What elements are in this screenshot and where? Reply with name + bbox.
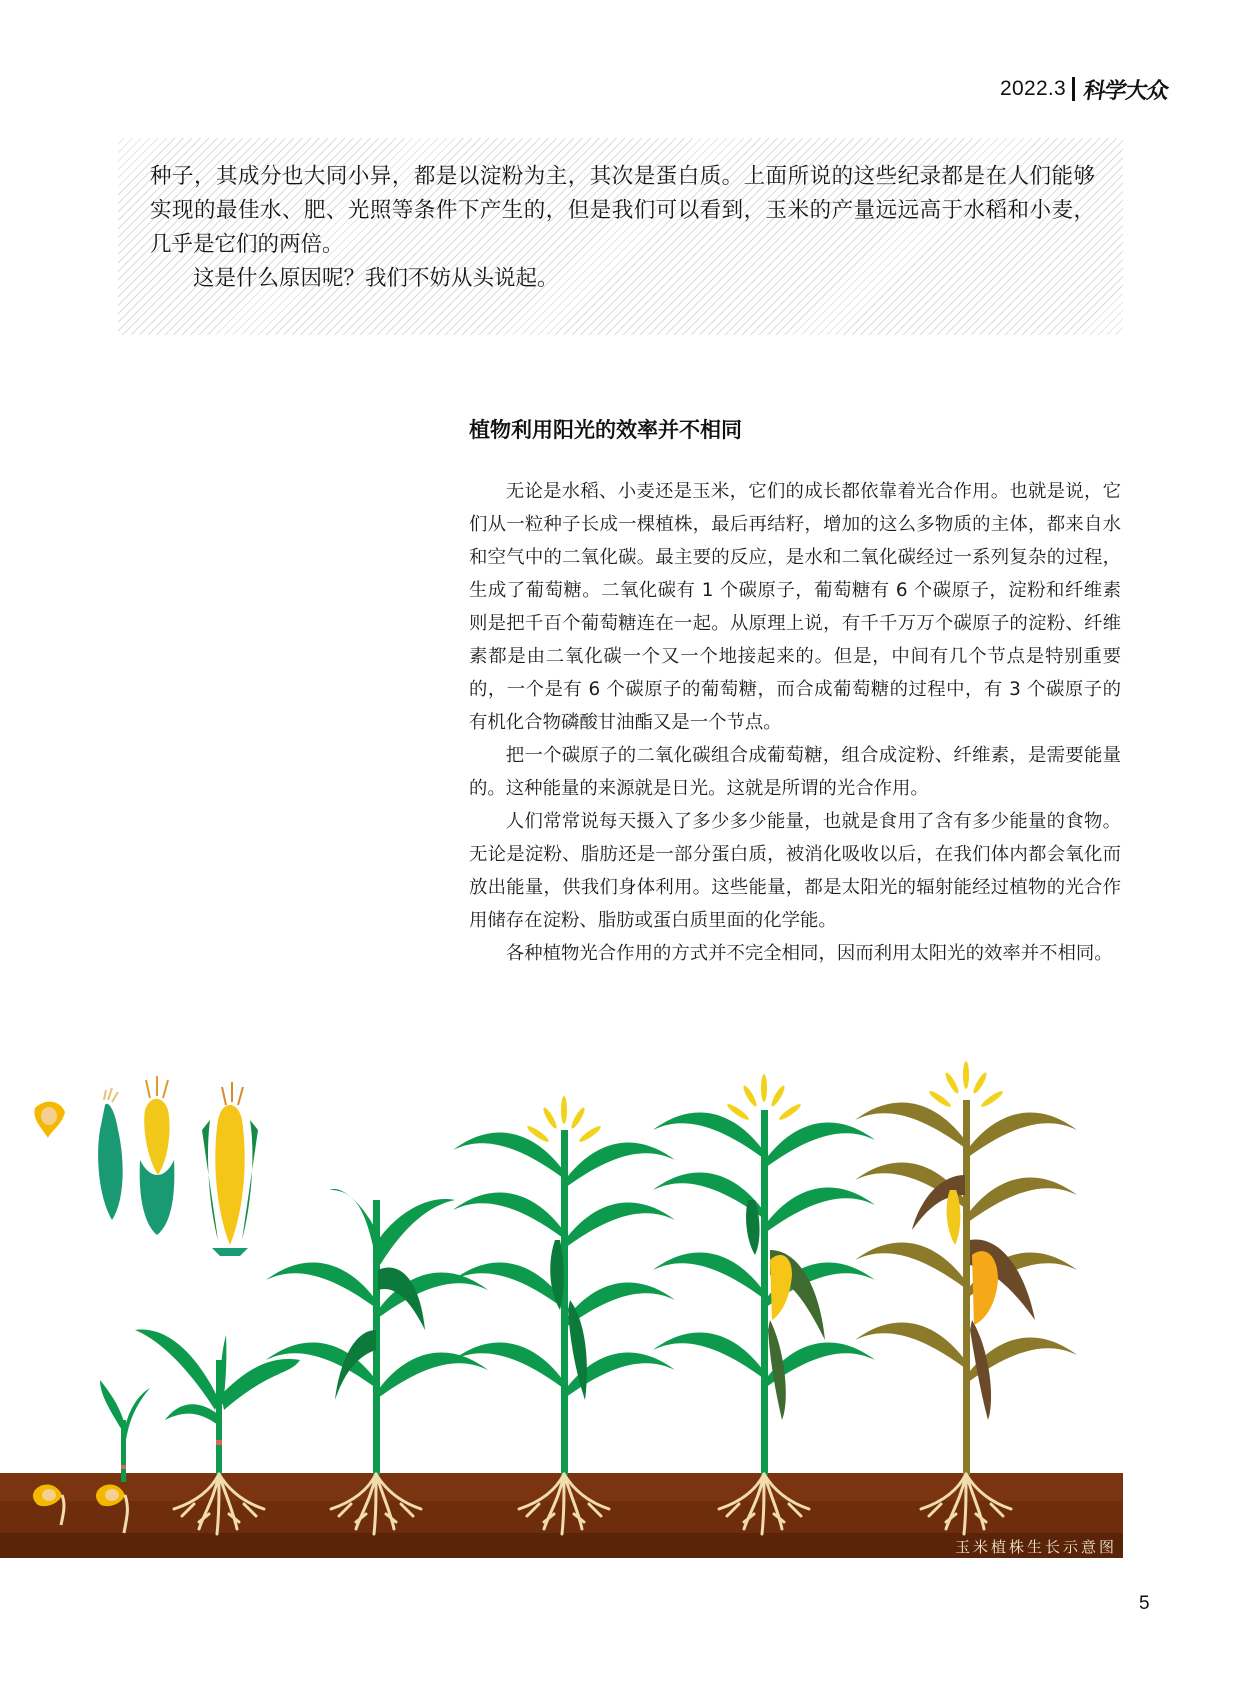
- corn-growth-diagram: [0, 1040, 1240, 1560]
- body-paragraph: 各种植物光合作用的方式并不完全相同，因而利用太阳光的效率并不相同。: [505, 943, 1113, 964]
- header-divider: [1072, 77, 1075, 101]
- article-section: [469, 413, 1121, 970]
- body-paragraph: 把一个碳原子的二氧化碳组合成葡萄糖，组合成淀粉、纤维素，是需要能量的。这种能量的来源就是日光。这就是所谓的光合作用。: [469, 745, 1121, 799]
- mature-plant: [855, 1061, 1077, 1534]
- page-number: 5: [1139, 1593, 1150, 1614]
- ear-forming-plant: [653, 1074, 875, 1534]
- tasseling-plant: [453, 1096, 675, 1534]
- husked-ear-icon: [98, 1088, 123, 1220]
- section-heading: 植物利用阳光的效率并不相同: [469, 418, 742, 442]
- seedling-plant: [100, 1380, 150, 1482]
- intro-text: [150, 160, 1095, 296]
- open-husk-ear-icon: [202, 1082, 258, 1256]
- figure-caption: 玉米植株生长示意图: [955, 1538, 1118, 1556]
- intro-textbox: [118, 138, 1123, 335]
- magazine-logo: 科学大众: [1081, 77, 1170, 104]
- body-paragraph: 无论是水稻、小麦还是玉米，它们的成长都依靠着光合作用。也就是说，它们从一粒种子长成一棵植株，最后再结籽，增加的这么多物质的主体，都来自水和空气中的二氧化碳。最主要的反应，是水和二氧化碳经过一系列复杂的过程，生成了葡萄糖。二氧化碳有 1 个碳原子，葡萄糖有 6 个碳原子，淀粉和纤维素则是把千百个葡萄糖连在一起。从原理上说，有千千万万个碳原子的淀粉、纤维素都是由二氧化碳一个又一个地接起来的。但是，中间有几个节点是特别重要的，一个是有 6 个碳原子的葡萄糖，而合成葡萄糖的过程中，有 3 个碳原子的有机化合物磷酸甘油酯又是一个节点。: [469, 481, 1121, 733]
- partly-husked-ear-icon: [140, 1076, 175, 1235]
- intro-paragraph: 这是什么原因呢？我们不妨从头说起。: [193, 266, 559, 291]
- intro-paragraph: 种子，其成分也大同小异，都是以淀粉为主，其次是蛋白质。上面所说的这些纪录都是在人们能够实现的最佳水、肥、光照等条件下产生的，但是我们可以看到，玉米的产量远远高于水稻和小麦，几乎是它们的两倍。: [150, 164, 1095, 257]
- corn-growth-illustration: [0, 1040, 1240, 1560]
- running-header: [1000, 72, 1168, 106]
- issue-number: 2022.3: [1000, 77, 1067, 100]
- body-paragraph: 人们常常说每天摄入了多少多少能量，也就是食用了含有多少能量的食物。无论是淀粉、脂肪还是一部分蛋白质，被消化吸收以后，在我们体内都会氧化而放出能量，供我们身体利用。这些能量，都是太阳光的辐射能经过植物的光合作用储存在淀粉、脂肪或蛋白质里面的化学能。: [469, 811, 1121, 931]
- article-body: [469, 475, 1121, 970]
- kernel-icon: [34, 1102, 65, 1138]
